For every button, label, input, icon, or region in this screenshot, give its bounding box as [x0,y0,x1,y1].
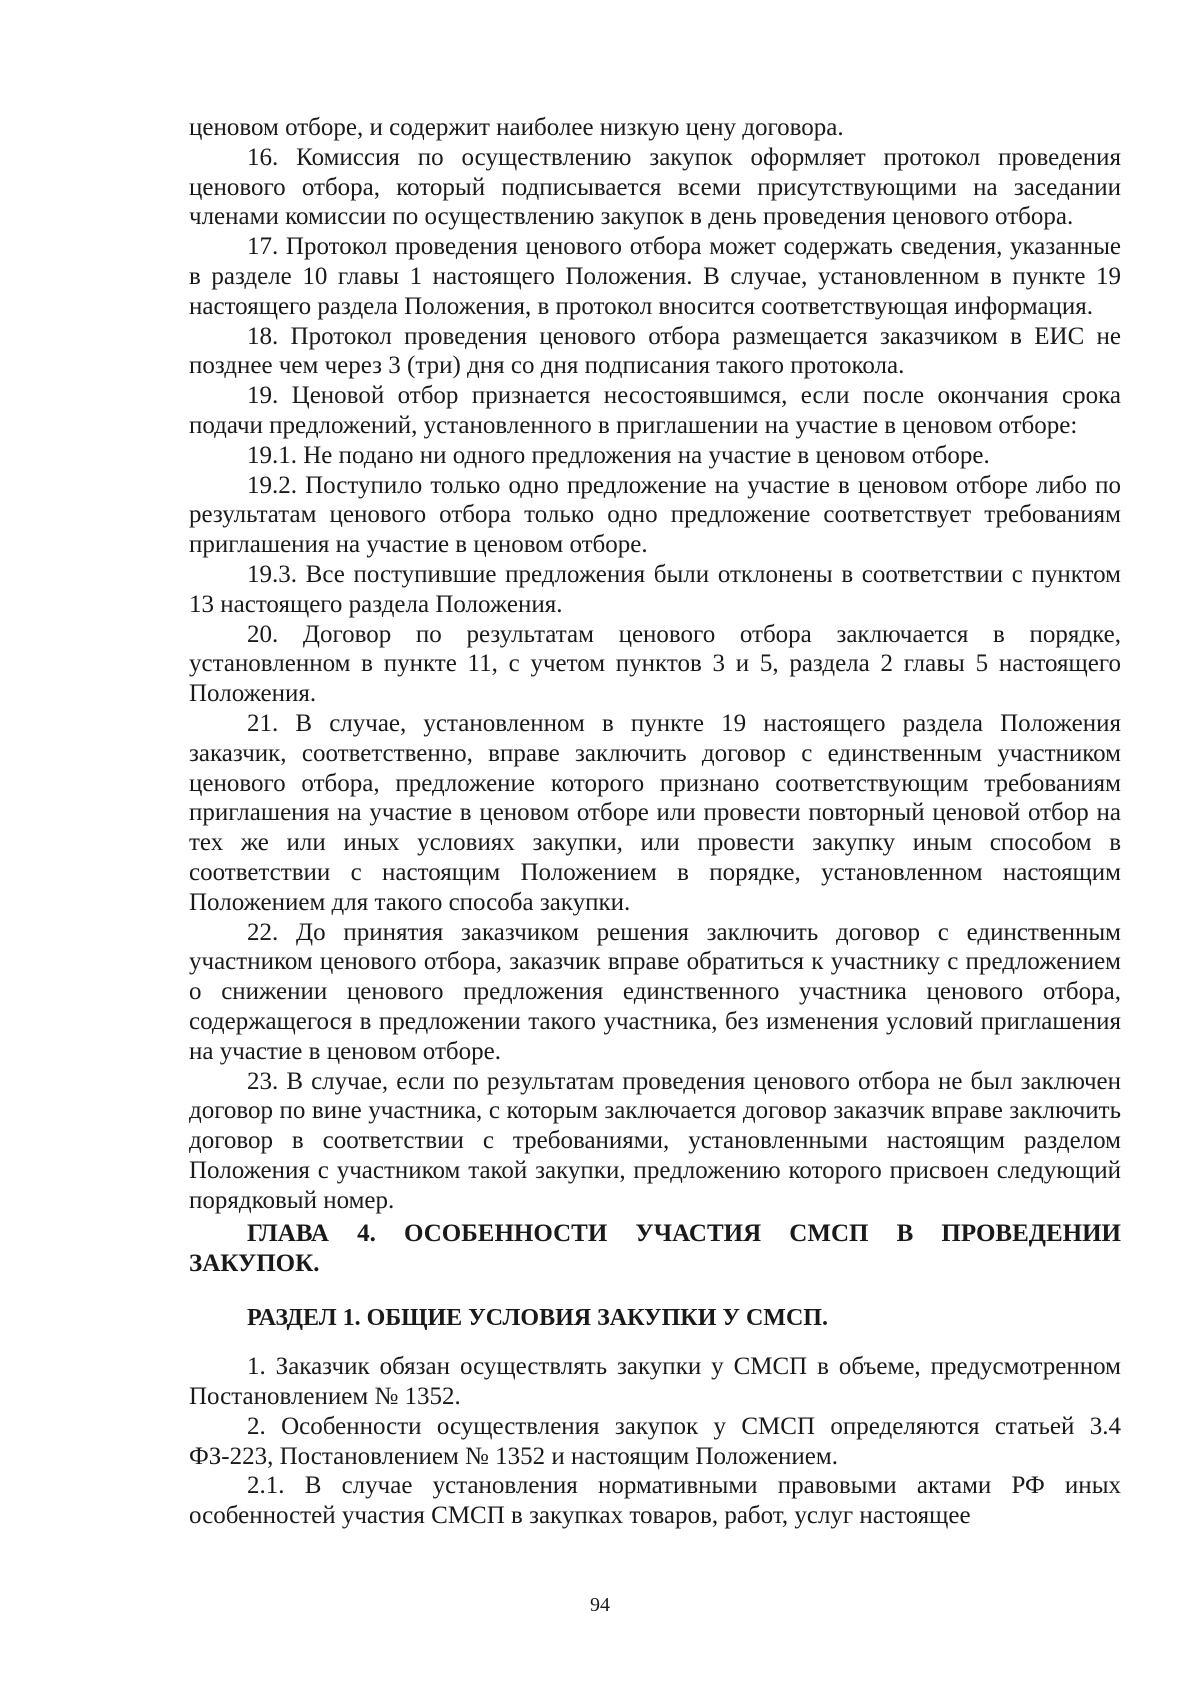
paragraph-19-3: 19.3. Все поступившие предложения были отклонены в соответствии с пунктом 13 настоящего раздела Положения. [189,560,1121,618]
paragraph-21: 21. В случае, установленном в пункте 19 настоящего раздела Положения заказчик, соответственно, вправе заключить договор с единственным участником ценового отбора, предложение которого признано соответствующим требованиям приглашения на участие в ценовом отборе или провести повторный ценовой отбор на тех же или иных условиях закупки, или провести закупку иным способом в соответствии с настоящим Положением в порядке, установленном настоящим Положением для такого способа закупки. [189,709,1121,916]
paragraph-16: 16. Комиссия по осуществлению закупок оформляет протокол проведения ценового отбора, который подписывается всеми присутствующими на заседании членами комиссии по осуществлению закупок в день проведения ценового отбора. [189,143,1121,231]
paragraph-17: 17. Протокол проведения ценового отбора может содержать сведения, указанные в разделе 10 главы 1 настоящего Положения. В случае, установленном в пункте 19 настоящего раздела Положения, в протокол вносится соответствующая информация. [189,233,1121,320]
section-paragraph-1: 1. Заказчик обязан осуществлять закупки у СМСП в объеме, предусмотренном Постановлением № 1352. [189,1353,1121,1411]
section-paragraph-2: 2. Особенности осуществления закупок у СМСП определяются статьей 3.4 ФЗ-223, Постановлением № 1352 и настоящим Положением. [189,1412,1121,1470]
paragraph-22: 22. До принятия заказчиком решения заключить договор с единственным участником ценового отбора, заказчик вправе обратиться к участнику с предложением о снижении ценового предложения единственного участника ценового отбора, содержащегося в предложении такого участника, без изменения условий приглашения на участие в ценовом отборе. [189,918,1121,1065]
paragraph-20: 20. Договор по результатам ценового отбора заключается в порядке, установленном в пункте 11, с учетом пунктов 3 и 5, раздела 2 главы 5 настоящего Положения. [189,620,1121,708]
section-title: РАЗДЕЛ 1. ОБЩИЕ УСЛОВИЯ ЗАКУПКИ У СМСП. [247,1305,828,1332]
paragraph-19-2: 19.2. Поступило только одно предложение на участие в ценовом отборе либо по результатам ценового отбора только одно предложение соответствует требованиям приглашения на участие в ценовом отборе. [189,471,1121,559]
paragraph-23: 23. В случае, если по результатам проведения ценового отбора не был заключен договор по вине участника, с которым заключается договор заказчик вправе заключить договор в соответствии с требованиями, установленными настоящим разделом Положения с участником такой закупки, предложению которого присвоен следующий порядковый номер. [189,1067,1121,1214]
paragraph-18: 18. Протокол проведения ценового отбора размещается заказчиком в ЕИС не позднее чем через 3 (три) дня со дня подписания такого протокола. [189,322,1121,380]
section-paragraph-2-1: 2.1. В случае установления нормативными правовыми актами РФ иных особенностей участия СМСП в закупках товаров, работ, услуг настоящее [189,1472,1121,1530]
paragraph-19: 19. Ценовой отбор признается несостоявшимся, если после окончания срока подачи предложений, установленного в приглашении на участие в ценовом отборе: [189,382,1121,439]
paragraph-continuation: ценовом отборе, и содержит наиболее низкую цену договора. [189,114,844,141]
page-number: 94 [590,1594,610,1616]
paragraph-19-1: 19.1. Не подано ни одного предложения на участие в ценовом отборе. [247,441,990,469]
chapter-title: ГЛАВА 4. ОСОБЕННОСТИ УЧАСТИЯ СМСП В ПРОВЕДЕНИИ ЗАКУПОК. [189,1220,1121,1278]
document-page [189,113,1121,1531]
